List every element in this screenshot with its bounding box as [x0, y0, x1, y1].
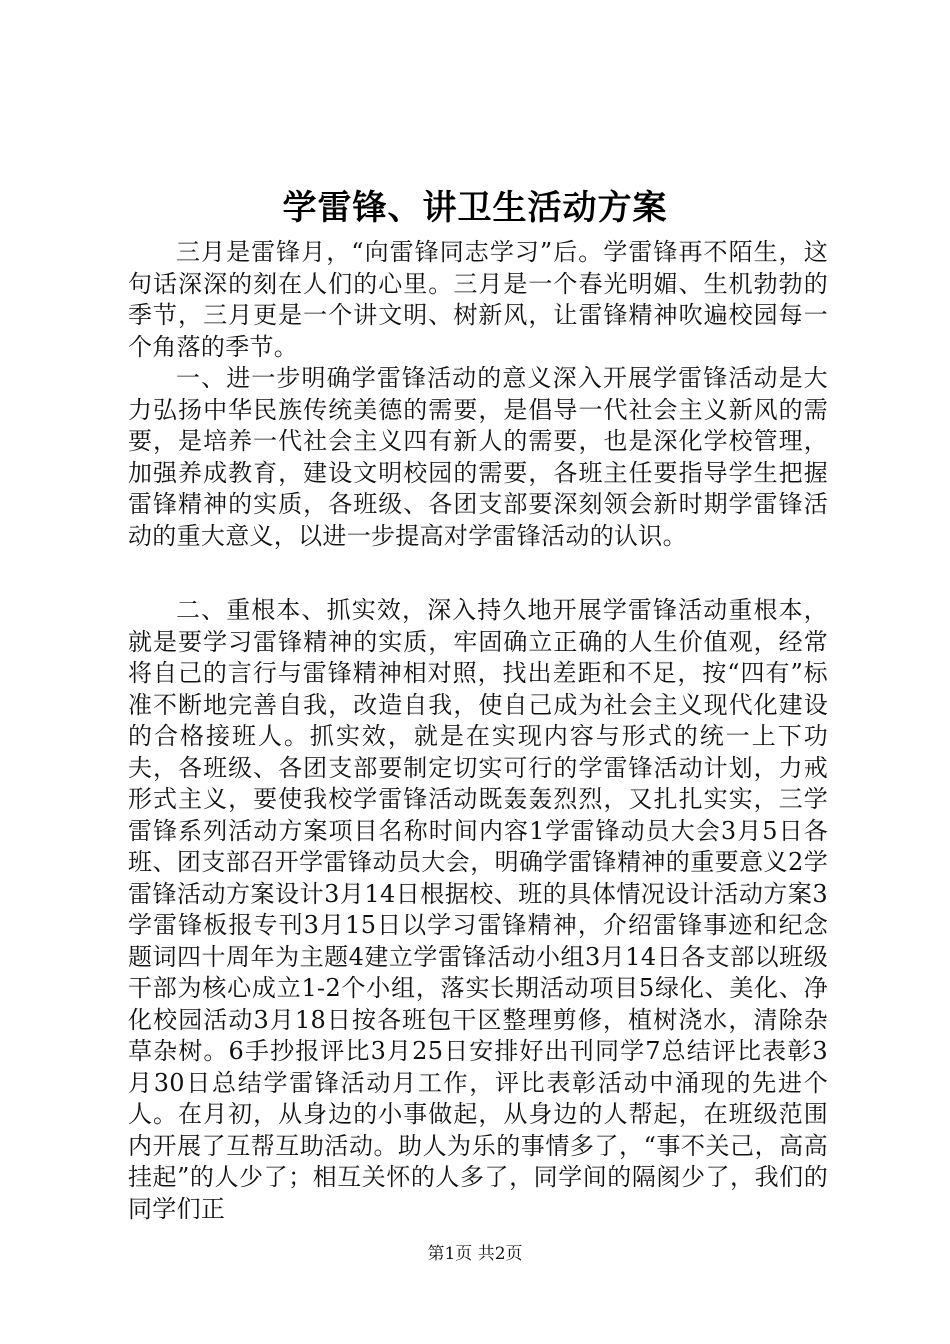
paragraph-spacer	[128, 552, 828, 595]
paragraph-section-2: 二、重根本、抓实效，深入持久地开展学雷锋活动重根本，就是要学习雷锋精神的实质，牢固确立正确的人生价值观，经常将自己的言行与雷锋精神相对照，找出差距和不足，按“四有”标准不断地完善自我，改造自我，使自己成为社会主义现代化建设的合格接班人。抓实效，就是在实现内容与形式的统一上下功夫，各班级、各团支部要制定切实可行的学雷锋活动计划，力戒形式主义，要使我校学雷锋活动既轰轰烈烈，又扎扎实实，三学雷锋系列活动方案项目名称时间内容1学雷锋动员大会3月5日各班、团支部召开学雷锋动员大会，明确学雷锋精神的重要意义2学雷锋活动方案设计3月14日根据校、班的具体情况设计活动方案3学雷锋板报专刊3月15日以学习雷锋精神，介绍雷锋事迹和纪念题词四十周年为主题4建立学雷锋活动小组3月14日各支部以班级干部为核心成立1-2个小组，落实长期活动项目5绿化、美化、净化校园活动3月18日按各班包干区整理剪修，植树浇水，清除杂草杂树。6手抄报评比3月25日安排好出刊同学7总结评比表彰3月30日总结学雷锋活动月工作，评比表彰活动中涌现的先进个人。在月初，从身边的小事做起，从身边的人帮起，在班级范围内开展了互帮互助活动。助人为乐的事情多了，“事不关己，高高挂起”的人少了；相互关怀的人多了，同学间的隔阂少了，我们的同学们正	[128, 596, 828, 1223]
document-title: 学雷锋、讲卫生活动方案	[282, 188, 668, 228]
paragraph-intro: 三月是雷锋月，“向雷锋同志学习”后。学雷锋再不陌生，这句话深深的刻在人们的心里。三月是一个春光明媚、生机勃勃的季节，三月更是一个讲文明、树新风，让雷锋精神吹遍校园每一个角落的季节。	[128, 238, 828, 361]
paragraph-section-1: 一、进一步明确学雷锋活动的意义深入开展学雷锋活动是大力弘扬中华民族传统美德的需要，是倡导一代社会主义新风的需要，是培养一代社会主义四有新人的需要，也是深化学校管理，加强养成教育，建设文明校园的需要，各班主任要指导学生把握雷锋精神的实质，各班级、各团支部要深刻领会新时期学雷锋活动的重大意义，以进一步提高对学雷锋活动的认识。	[128, 364, 828, 550]
document-body	[128, 237, 828, 1225]
page-number-footer: 第1页 共2页	[427, 1244, 523, 1264]
